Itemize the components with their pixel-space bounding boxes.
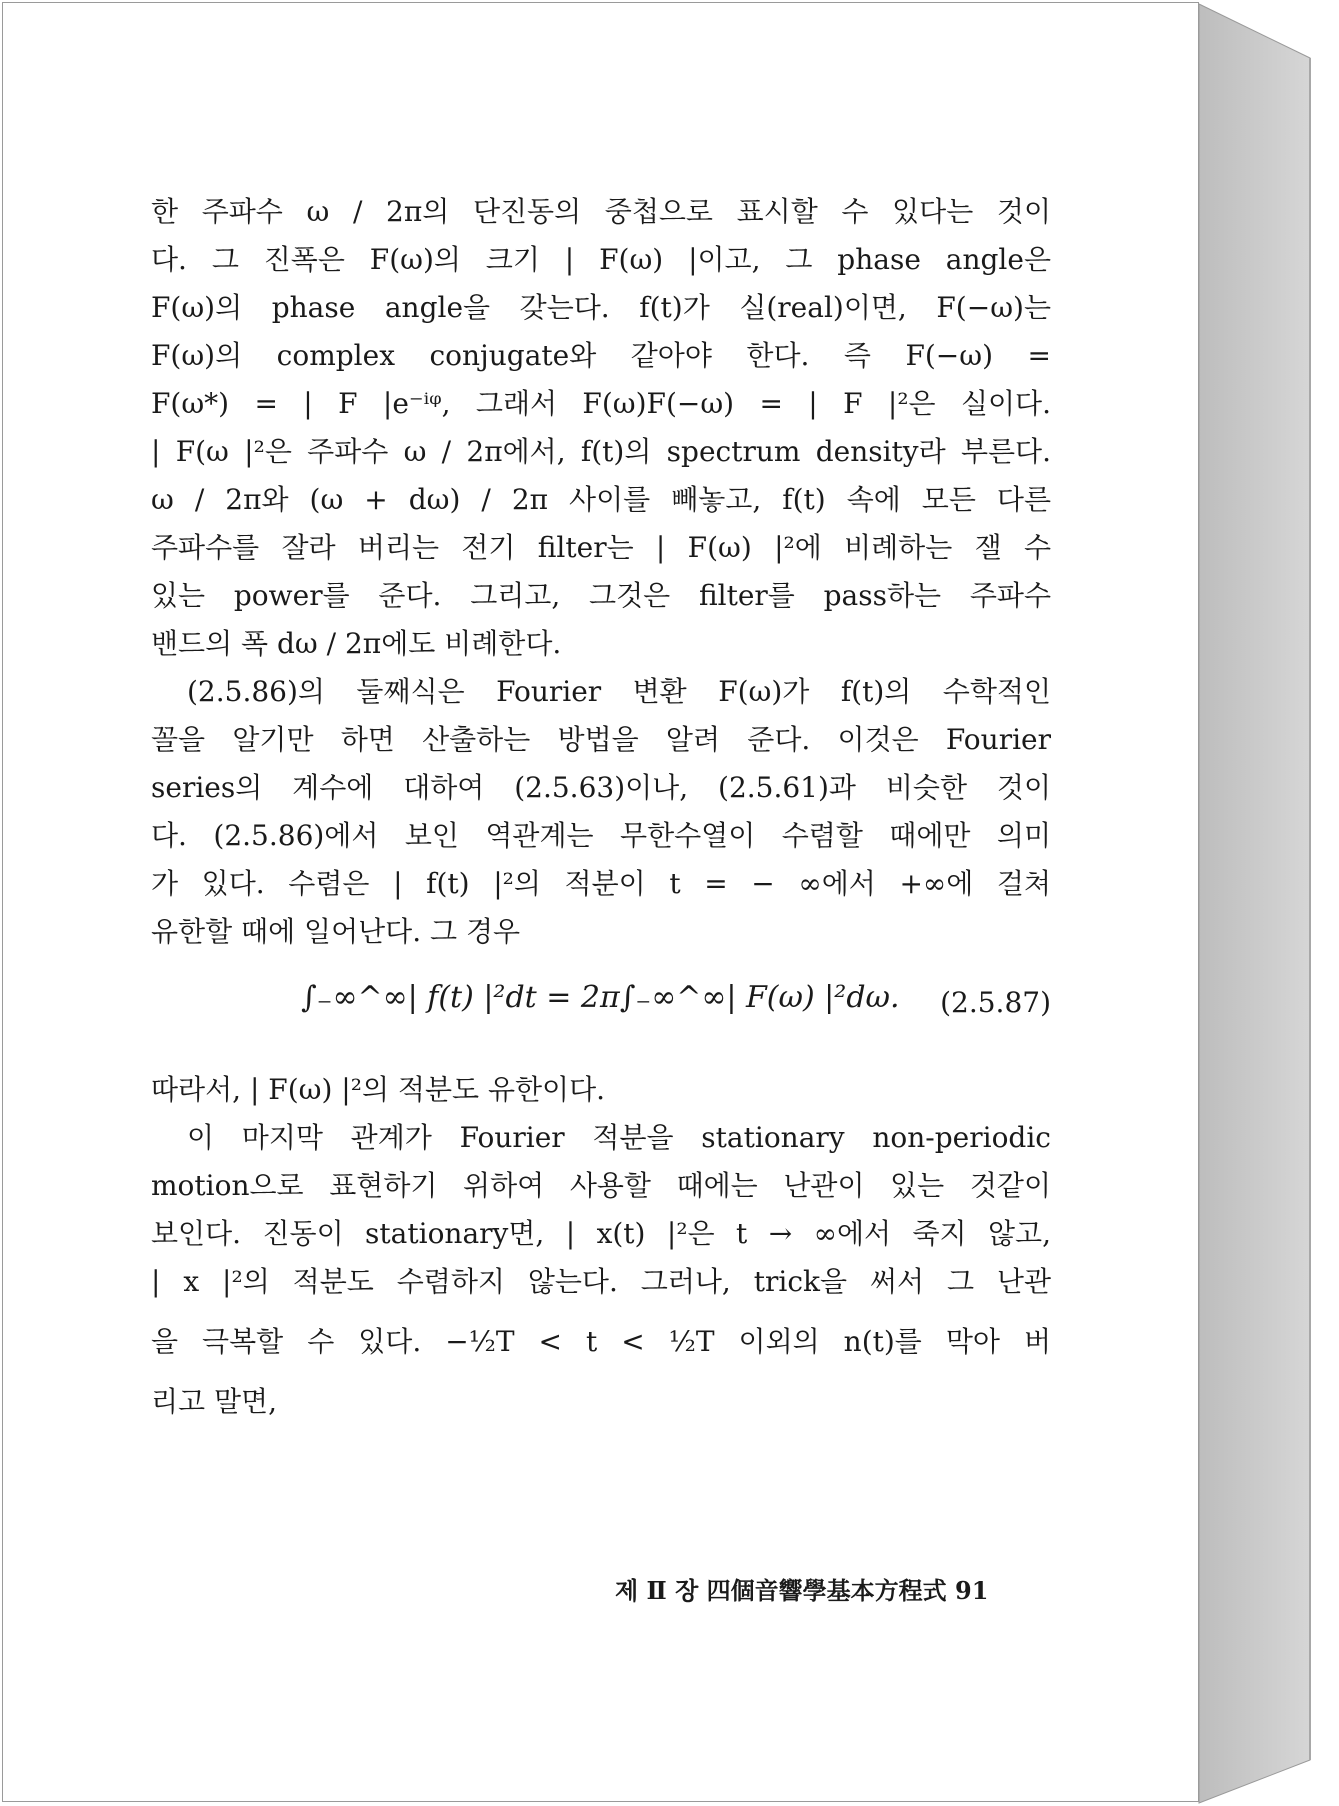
text-line: F(ω*) = | F |e⁻ⁱᵠ, 그래서 F(ω)F(−ω) = | F |²은 실이다. (151, 387, 1051, 420)
text-line: 이 마지막 관계가 Fourier 적분을 stationary non-periodic (187, 1121, 1051, 1154)
text-line: motion으로 표현하기 위하여 사용할 때에는 난관이 있는 것같이 (151, 1169, 1051, 1202)
equation-number: (2.5.87) (940, 986, 1051, 1019)
text-line: 꼴을 알기만 하면 산출하는 방법을 알려 준다. 이것은 Fourier (151, 723, 1051, 756)
text-line: F(ω)의 phase angle을 갖는다. f(t)가 실(real)이면, F(−ω)는 (151, 291, 1051, 324)
text-line: 을 극복할 수 있다. −½T < t < ½T 이외의 n(t)를 막아 버 (151, 1325, 1051, 1358)
text-line: F(ω)의 complex conjugate와 같아야 한다. 즉 F(−ω) = (151, 339, 1051, 372)
text-line: 밴드의 폭 dω / 2π에도 비례한다. (151, 627, 562, 660)
paragraph-1 (151, 188, 1051, 668)
paragraph-3 (151, 1066, 1051, 1114)
text-line: 가 있다. 수렴은 | f(t) |²의 적분이 t = − ∞에서 +∞에 걸쳐 (151, 867, 1051, 900)
text-line: 유한할 때에 일어난다. 그 경우 (151, 915, 521, 948)
text-line: 다. (2.5.86)에서 보인 역관계는 무한수열이 수렴할 때에만 의미 (151, 819, 1051, 852)
equation-body: ∫₋∞^∞| f(t) |²dt = 2π∫₋∞^∞| F(ω) |²dω. (301, 980, 900, 1015)
text-line: 리고 말면, (151, 1385, 277, 1418)
document-page (2, 2, 1199, 1802)
text-line: 따라서, | F(ω) |²의 적분도 유한이다. (151, 1073, 606, 1106)
text-line: | x |²의 적분도 수렴하지 않는다. 그러나, trick을 써서 그 난관 (151, 1265, 1051, 1298)
text-line: 다. 그 진폭은 F(ω)의 크기 | F(ω) |이고, 그 phase angle은 (151, 243, 1051, 276)
text-line: | F(ω |²은 주파수 ω / 2π에서, f(t)의 spectrum density라 부른다. (151, 435, 1051, 468)
text-line: (2.5.86)의 둘째식은 Fourier 변환 F(ω)가 f(t)의 수학적인 (187, 675, 1051, 708)
book-side-face (1199, 4, 1310, 1803)
text-line: 보인다. 진동이 stationary면, | x(t) |²은 t → ∞에서 죽지 않고, (151, 1217, 1051, 1250)
running-footer: 제 Ⅱ 장 四個音響學基本方程式 91 (615, 1576, 989, 1605)
equation-2-5-87 (151, 956, 1051, 1066)
page-body (151, 188, 1051, 1426)
paragraph-2 (151, 668, 1051, 956)
paragraph-4 (151, 1114, 1051, 1426)
text-line: 있는 power를 준다. 그리고, 그것은 filter를 pass하는 주파수 (151, 579, 1051, 612)
text-line: ω / 2π와 (ω + dω) / 2π 사이를 빼놓고, f(t) 속에 모든 다른 (151, 483, 1051, 516)
text-line: series의 계수에 대하여 (2.5.63)이나, (2.5.61)과 비슷한 것이 (151, 771, 1051, 804)
text-line: 한 주파수 ω / 2π의 단진동의 중첩으로 표시할 수 있다는 것이 (151, 195, 1051, 228)
text-line: 주파수를 잘라 버리는 전기 filter는 | F(ω) |²에 비례하는 잴 수 (151, 531, 1051, 564)
